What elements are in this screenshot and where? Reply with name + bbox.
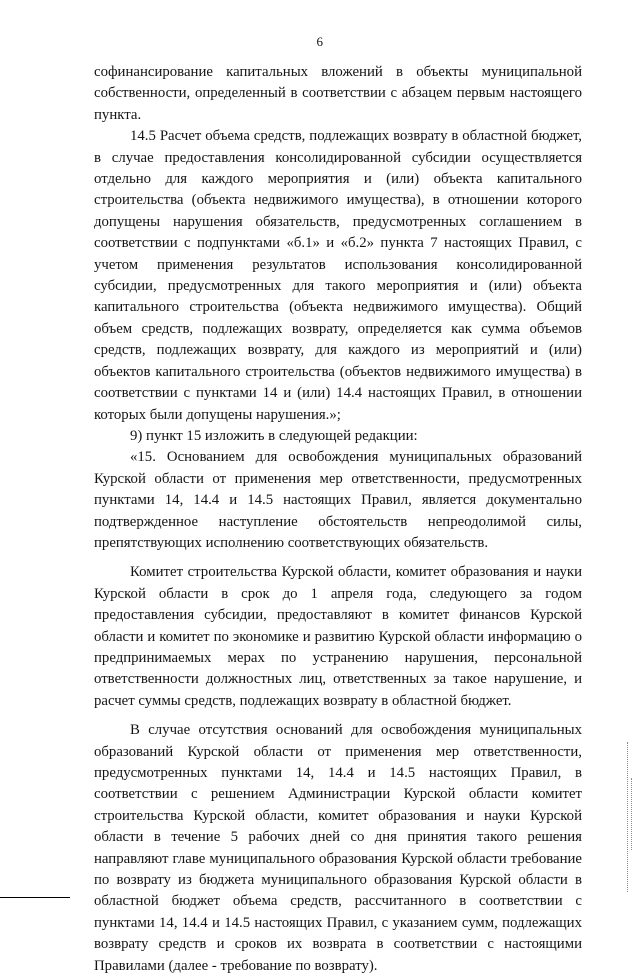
paragraph-clause-15: «15. Основанием для освобождения муниципальных образований Курской области от применения мер ответственности, предусмотренных пунктами 14, 14.4 и 14.5 настоящих Правил, является документально подтвержденное наступление обстоятельств непреодолимой силы, препятствующих исполнению соответствующих обязательств. <box>94 449 582 551</box>
paragraph-amendment-item-9: 9) пункт 15 изложить в следующей редакции: <box>130 427 418 444</box>
paragraph-refund-requirement: В случае отсутствия оснований для освобождения муниципальных образований Курской области от применения мер ответственности, предусмотренных пунктами 14, 14.4 и 14.5 настоящих Правил, в соответствии с решением Администрации Курской области комитет строительства Курской области, комитет образования и науки Курской области в течение 5 рабочих дней со дня принятия такого решения направляют главе муниципального образования Курской области требование по возврату из бюджета муниципального образования Курской области в областной бюджет объема средств, рассчитанного в соответствии с пунктами 14, 14.4 и 14.5 настоящих Правил, с указанием сумм, подлежащих возврату средств и сроков их возврата в соответствии с настоящими Правилами (далее - требование по возврату). <box>94 722 582 974</box>
paragraph-clause-14-5: 14.5 Расчет объема средств, подлежащих возврату в областной бюджет, в случае предоставления консолидированной субсидии осуществляется отдельно для каждого мероприятия и (или) объекта капитального строительства (объекта недвижимого имущества), в отношении которого допущены нарушения обязательств, предусмотренных соглашением в соответствии с подпунктами «б.1» и «б.2» пункта 7 настоящих Правил, с учетом применения результатов использования консолидированной субсидии, предусмотренных для такого мероприятия и (или) объекта капитального строительства (объекта недвижимого имущества). Общий объем средств, подлежащих возврату, определяется как сумма объемов средств, подлежащих возврату, для каждого из мероприятий и (или) объектов капитального строительства (объектов недвижимого имущества) в соответствии с пунктами 14 и (или) 14.4 настоящих Правил, в отношении которых были допущены нарушения.»; <box>94 128 582 423</box>
scan-margin-mark-secondary <box>631 778 633 850</box>
paragraph-committees-report: Комитет строительства Курской области, комитет образования и науки Курской области в срок до 1 апреля года, следующего за годом предоставления субсидии, предоставляют в комитет финансов Курской области и комитет по экономике и развитию Курской области информацию о предпринимаемых мерах по устранению нарушения, персональной ответственности должностных лиц, ответственных за такое нарушение, и расчет суммы средств, подлежащих возврату в областной бюджет. <box>94 564 582 709</box>
page-number: 6 <box>316 34 324 49</box>
document-body <box>94 62 582 977</box>
paragraph-continuation: софинансирование капитальных вложений в объекты муниципальной собственности, определенный в соответствии с абзацем первым настоящего пункта. <box>94 64 582 123</box>
footer-rule <box>0 897 70 898</box>
scan-margin-mark <box>627 742 629 892</box>
